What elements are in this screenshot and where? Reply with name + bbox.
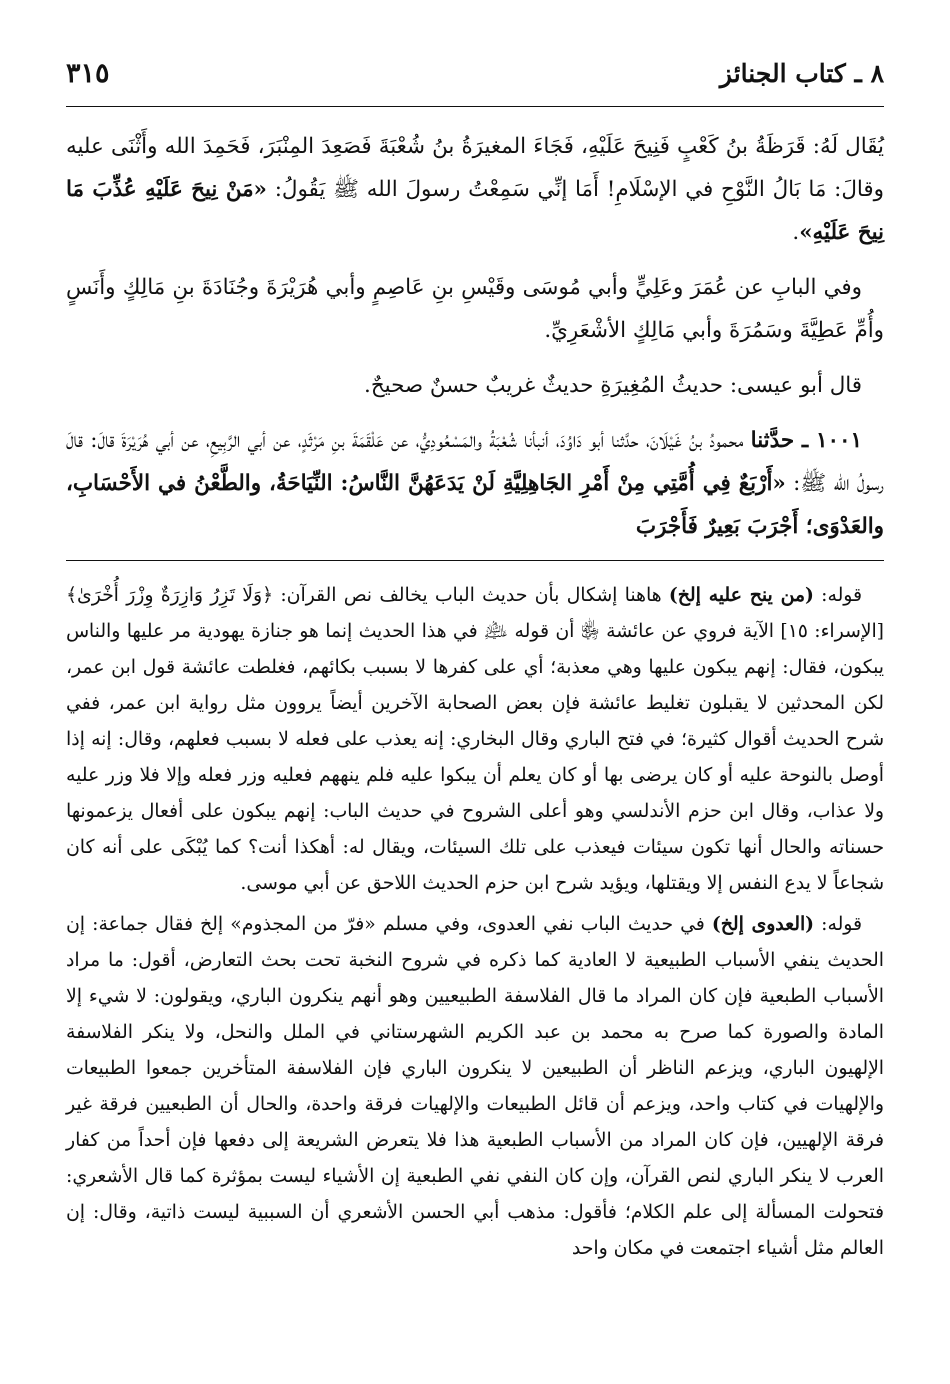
hadith-1001 xyxy=(66,419,884,548)
commentary xyxy=(66,577,884,1267)
header-rule xyxy=(66,106,884,107)
note-lead: قوله: xyxy=(813,585,862,606)
note-lead: قوله: xyxy=(814,914,862,935)
page-number: ٣١٥ xyxy=(66,58,110,89)
hadith-number: ١٠٠١ ـ حدَّثنا xyxy=(750,428,862,453)
commentary-note xyxy=(66,906,884,1267)
prophetic-quote: «مَنْ نِيحَ عَلَيْهِ عُذِّبَ مَا نِيحَ عَلَيْهِ» xyxy=(66,177,884,245)
isnad-text: محمودُ بنُ غَيْلَانَ، حدَّثنا أبو دَاوُدَ، أنبأنا شُعْبَةُ والمَسْعُودِيُّ، عن عَلْقَمَةَ بنِ مَرْثَدٍ، عن أبي الرَّبِيعِ، عن أبي هُرَيْرَةَ قالَ: قالَ رسولُ الله ﷺ: xyxy=(66,428,884,496)
footnote-separator xyxy=(66,560,884,561)
chapter-narrators-paragraph: وفي البابِ عن عُمَرَ وعَلِيٍّ وأبي مُوسَى وقَيْسِ بنِ عَاصِمٍ وأبي هُرَيْرَةَ وجُنَادَةَ بنِ مَالِكٍ وأَنَسٍ وأُمِّ عَطِيَّةَ وسَمُرَةَ وأبي مَالِكٍ الأشْعَرِيِّ. xyxy=(66,275,884,343)
commentary-note xyxy=(66,577,884,902)
note-heading: (من ينح عليه إلخ) xyxy=(668,584,814,606)
chapter-title: ٨ ـ كتاب الجنائز xyxy=(719,59,884,88)
hadith-paragraph xyxy=(66,125,884,254)
note-text: في حديث الباب نفي العدوى، وفي مسلم «فرّ من المجذوم» إلخ فقال جماعة: إن الحديث ينفي الأسباب الطبيعية لا العادية كما ذكره في شروح النخبة تحت بحث التعارض، أقول: ما مراد الأسباب الطبعية فإن كان المراد ما قال الفلاسفة الطبيعيين وهو أنهم ينكرون الباري، ويقولون: لا شيء إلا المادة والصورة كما صرح به محمد بن عبد الكريم الشهرستاني في الملل والنحل، ولا ينكر الفلاسفة الإلهيون الباري، ويزعم الناظر أن الطبيعين لا ينكرون الباري فإن الفلاسفة المتأخرين جمعوا الطبيعات والإلهيات في كتاب واحد، ويزعم أن قائل الطبيعات والإلهيات فرقة واحدة، والحال أن الطبعيين فرقة غير فرقة الإلهيين، فإن كان المراد من الأسباب الطبعية هذا فلا يتعرض الشريعة إلى دفعها فإن أحداً من كفار العرب لا ينكر الباري لنص القرآن، وإن كان النفي نفي الطبعية إن الأشياء ليست بمؤثرة كما قال الأشعري: فتحولت المسألة إلى علم الكلام؛ فأقول: مذهب أبي الحسن الأشعري أن السببية ليست ذاتية، وقال: إن العالم مثل أشياء اجتمعت في مكان واحد xyxy=(66,914,884,1259)
abu-isa-verdict: قال أبو عيسى: حديثُ المُغِيرَةِ حديثٌ غريبٌ حسنٌ صحيحٌ. xyxy=(364,373,862,398)
paragraph-tail: . xyxy=(792,220,800,245)
note-heading: (العدوى إلخ) xyxy=(711,913,815,935)
page-header xyxy=(66,58,884,100)
note-text: هاهنا إشكال بأن حديث الباب يخالف نص القرآن: ﴿وَلَا تَزِرُ وَازِرَةٌ وِزْرَ أُخْرَىٰ﴾ [الإسراء: ١٥] الآية فروي عن عائشة ﵂ أن قوله ﵇ في هذا الحديث إنما هو جنازة يهودية مر عليها والناس يبكون، فقال: إنهم يبكون عليها وهي معذبة؛ أي على كفرها لا بسبب بكائهم، فغلطت عائشة قول ابن عمر، لكن المحدثين لا يقبلون تغليط عائشة فإن بعض الصحابة الآخرين أيضاً يروون مثل رواية ابن عمر، ففي شرح الحديث أقوال كثيرة؛ في فتح الباري وقال البخاري: إنه يعذب على فعله لا بسبب فعلهم، وقال: إنه إذا أوصل بالنوحة عليه أو كان يرضى بها أو كان يعلم أن يبكوا عليه فلم ينههم فعليه وزر فعله وإلا فلا وزر عليه ولا عذاب، وقال ابن حزم الأندلسي وهو أعلى الشروح في حديث الباب: إنهم يبكون على أفعال يزعمونها حسناته والحال أنها تكون سيئات فيعذب على تلك السيئات، ويقال له: أهكذا أنت؟ كما يُبْكَى على أنه كان شجاعاً لا يدع النفس إلا ويقتلها، ويؤيد شرح ابن حزم الحديث اللاحق عن أبي موسى. xyxy=(66,585,884,894)
main-text xyxy=(66,125,884,548)
paragraph-text: يُقَال لَهُ: قَرَظَةُ بنُ كَعْبٍ فَنِيحَ عَلَيْهِ، فَجَاءَ المغيرَةُ بنُ شُعْبَةَ فَصَعِدَ المِنْبَرَ، فَحَمِدَ الله وأَثْنَى عليه وقالَ: مَا بَالُ النَّوْحِ في الإسْلَامِ! أَمَا إنِّي سَمِعْتُ رسولَ الله ﷺ يَقُولُ: xyxy=(66,134,884,202)
prophetic-quote: «أَرْبَعٌ فِي أُمَّتِي مِنْ أَمْرِ الجَاهِلِيَّةِ لَنْ يَدَعَهُنَّ النَّاسُ: النِّيَاحَةُ، والطَّعْنُ في الأَحْسَابِ، والعَدْوَى؛ أَجْرَبَ بَعِيرٌ فَأَجْرَبَ xyxy=(66,471,884,539)
